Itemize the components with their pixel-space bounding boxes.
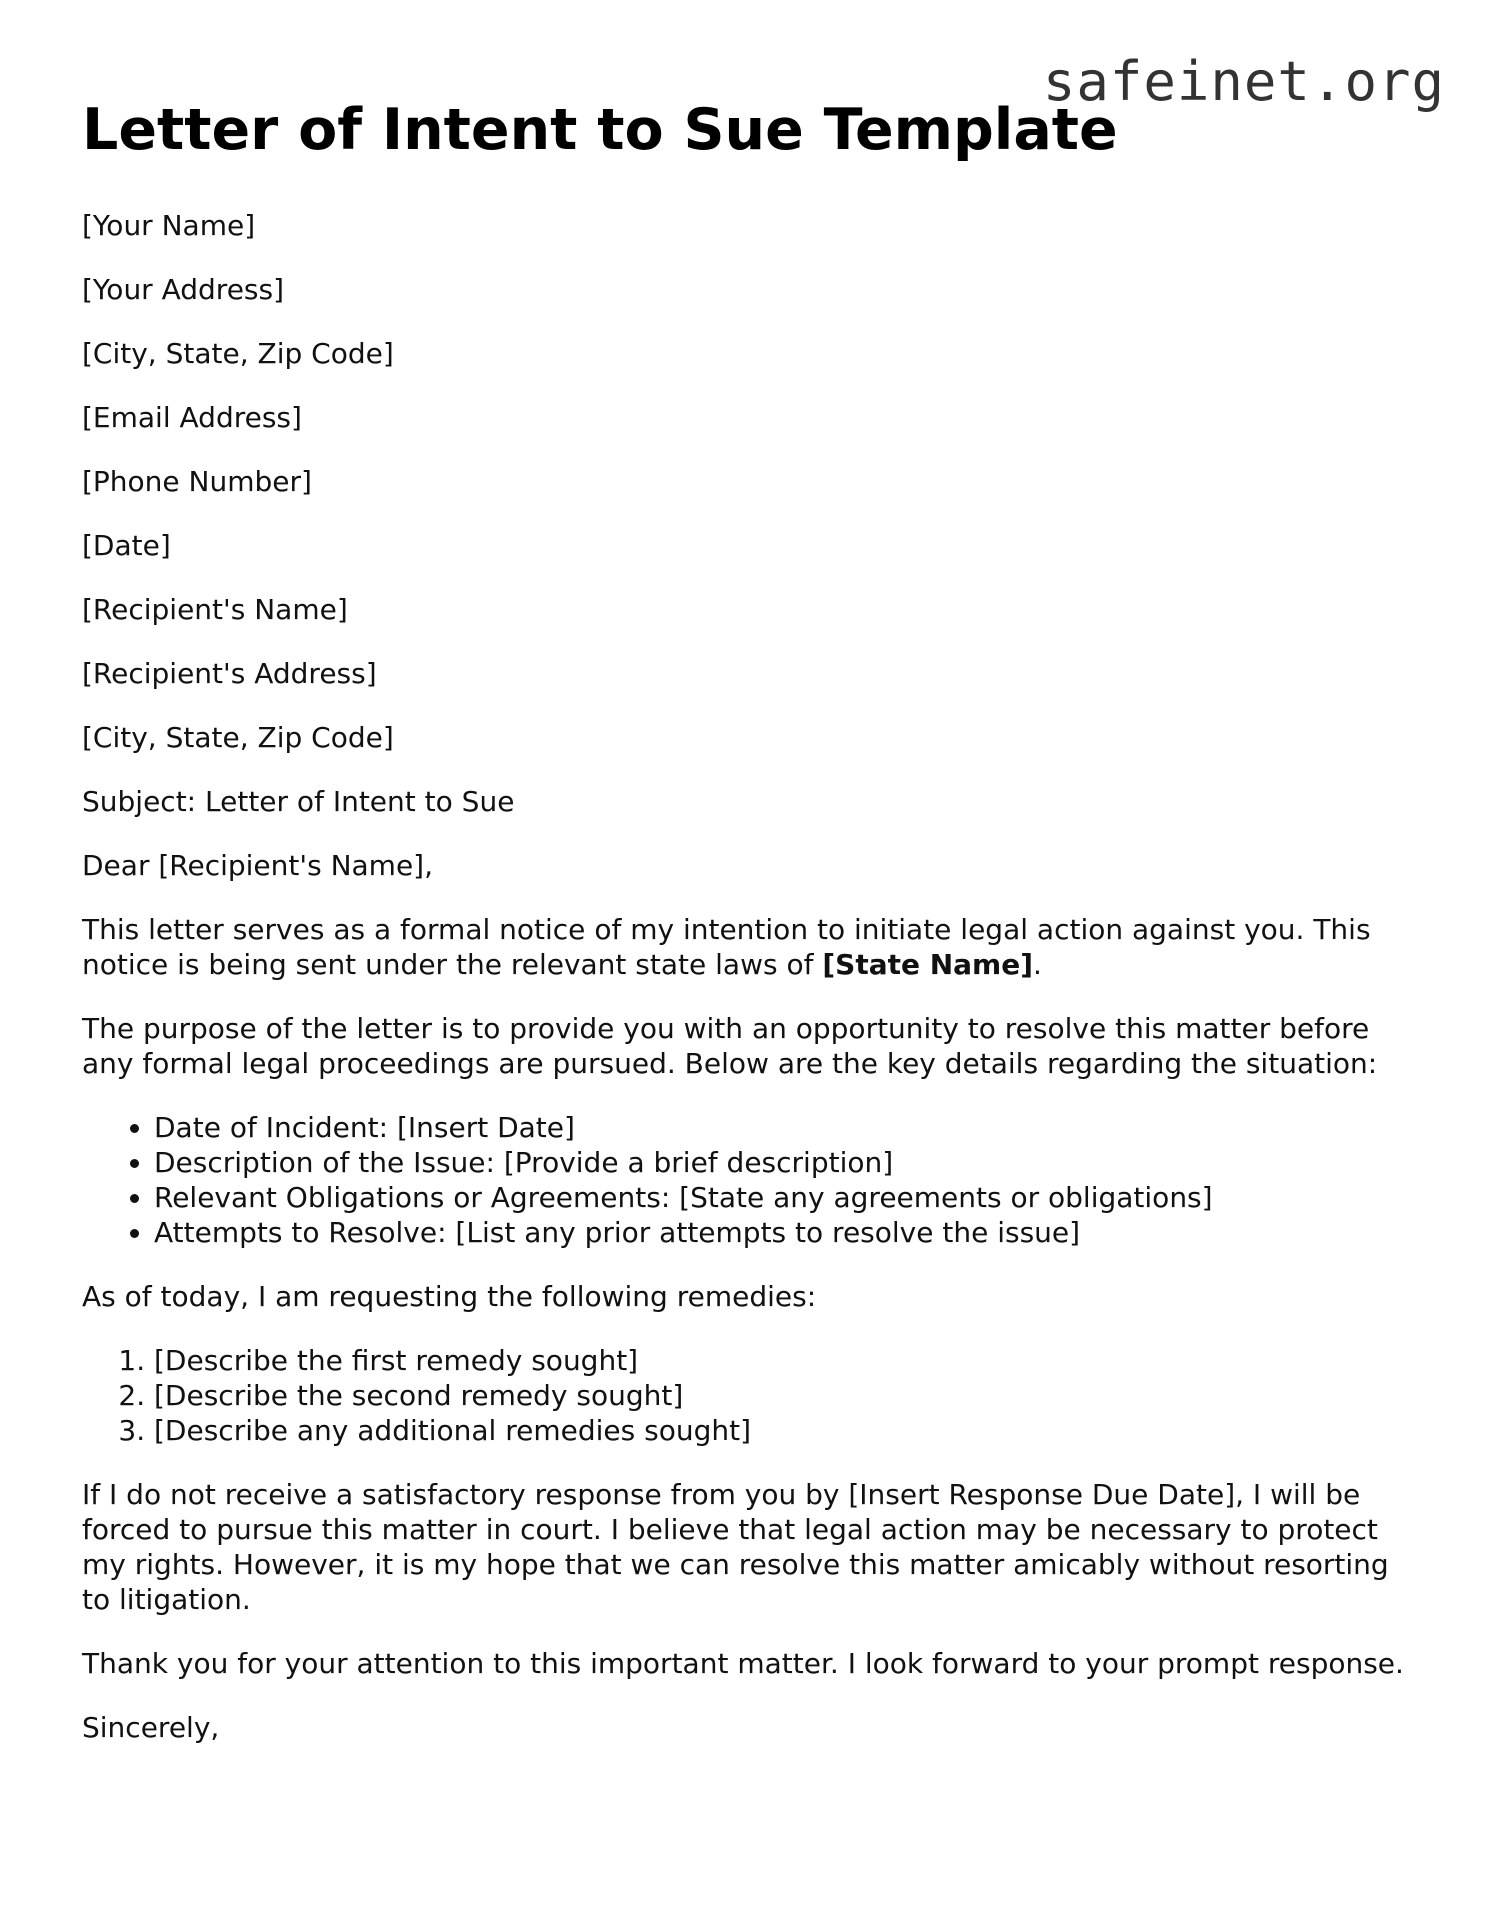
intro-text: This letter serves as a formal notice of my intention to initiate legal action against you. This notice is being sent under the relevant state laws of (82, 912, 1371, 981)
deadline-paragraph: If I do not receive a satisfactory response from you by [Insert Response Due Date], I will be forced to pursue this matter in court. I believe that legal action may be necessary to protect my rights. However, it is my hope that we can resolve this matter amicably without resorting to litigation. (82, 1477, 1389, 1616)
sender-email: [Email Address] (82, 400, 302, 434)
sender-phone: [Phone Number] (82, 464, 312, 498)
list-item: • Date of Incident: [Insert Date] (154, 1110, 1412, 1145)
salutation: Dear [Recipient's Name], (82, 848, 433, 882)
thanks-paragraph: Thank you for your attention to this important matter. I look forward to your prompt response. (82, 1646, 1404, 1680)
sender-address: [Your Address] (82, 272, 285, 306)
list-item: 3. [Describe any additional remedies sought] (154, 1413, 1412, 1448)
list-item: • Attempts to Resolve: [List any prior attempts to resolve the issue] (154, 1215, 1412, 1250)
list-item: 2. [Describe the second remedy sought] (154, 1378, 1412, 1413)
sender-city-state-zip: [City, State, Zip Code] (82, 336, 394, 370)
document-page (82, 98, 1412, 1774)
state-name-placeholder: [State Name] (822, 947, 1034, 981)
recipient-name: [Recipient's Name] (82, 592, 348, 626)
letter-date: [Date] (82, 528, 171, 562)
details-list (82, 1110, 1412, 1250)
subject-line: Subject: Letter of Intent to Sue (82, 784, 515, 818)
list-item: • Relevant Obligations or Agreements: [State any agreements or obligations] (154, 1180, 1412, 1215)
list-item: • Description of the Issue: [Provide a brief description] (154, 1145, 1412, 1180)
page-title: Letter of Intent to Sue Template (82, 97, 1118, 163)
list-item: 1. [Describe the first remedy sought] (154, 1343, 1412, 1378)
recipient-address: [Recipient's Address] (82, 656, 377, 690)
remedies-intro: As of today, I am requesting the following remedies: (82, 1279, 817, 1313)
remedies-list (82, 1343, 1412, 1448)
intro-paragraph (82, 912, 1412, 982)
closing: Sincerely, (82, 1710, 220, 1744)
sender-name: [Your Name] (82, 208, 256, 242)
purpose-paragraph: The purpose of the letter is to provide you with an opportunity to resolve this matter before any formal legal proceedings are pursued. Below are the key details regarding the situation: (82, 1011, 1378, 1080)
recipient-city-state-zip: [City, State, Zip Code] (82, 720, 394, 754)
intro-end: . (1033, 947, 1042, 981)
watermark: safeinet.org (1042, 50, 1445, 113)
